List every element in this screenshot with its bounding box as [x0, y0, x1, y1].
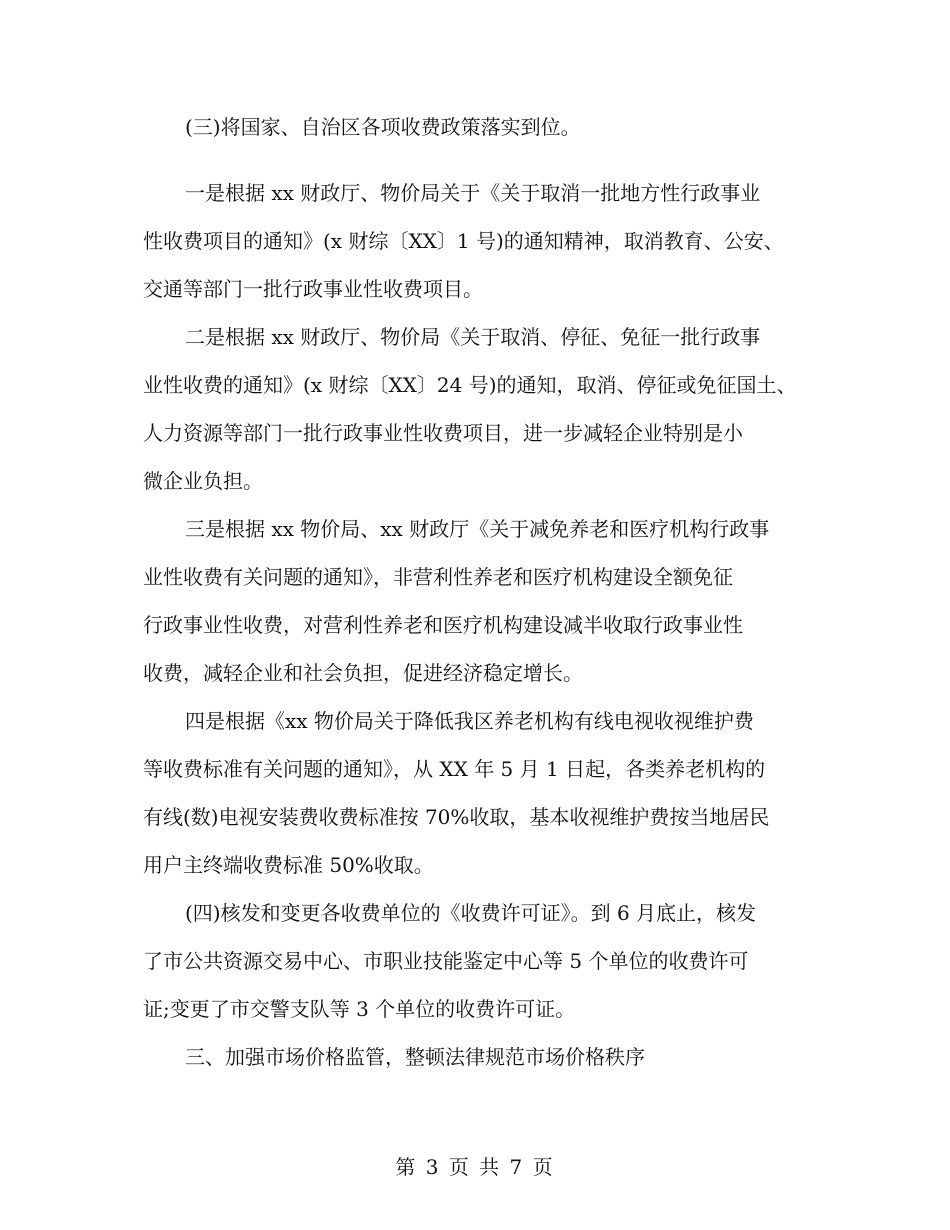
paragraph-line: 收费，减轻企业和社会负担，促进经济稳定增长。	[143, 661, 583, 685]
paragraph-line: 人力资源等部门一批行政事业性收费项目，进一步减轻企业特别是小	[143, 421, 743, 445]
paragraph-line: 三是根据 xx 物价局、xx 财政厅《关于减免养老和医疗机构行政事	[185, 517, 770, 541]
paragraph-line: 行政事业性收费，对营利性养老和医疗机构建设减半收取行政事业性	[143, 613, 743, 637]
paragraph-line: (三)将国家、自治区各项收费政策落实到位。	[185, 115, 581, 139]
page-number: 第 3 页 共 7 页	[395, 1155, 555, 1179]
paragraph-line: 了市公共资源交易中心、市职业技能鉴定中心等 5 个单位的收费许可	[143, 949, 749, 973]
paragraph-line: 性收费项目的通知》(x 财综〔XX〕1 号)的通知精神，取消教育、公安、	[143, 229, 784, 253]
section-heading	[0, 1047, 950, 1095]
paragraph-line: 一是根据 xx 财政厅、物价局关于《关于取消一批地方性行政事业	[185, 181, 761, 205]
paragraph-line: 四是根据《xx 物价局关于降低我区养老机构有线电视收视维护费	[185, 709, 754, 733]
paragraph-line: 交通等部门一批行政事业性收费项目。	[143, 277, 483, 301]
paragraph-3	[0, 327, 950, 519]
paragraph-2	[0, 183, 950, 327]
paragraph-line: 业性收费的通知》(x 财综〔XX〕24 号)的通知，取消、停征或免征国土、	[143, 373, 797, 397]
paragraph-4	[0, 519, 950, 711]
paragraph-line: 业性收费有关问题的通知》，非营利性养老和医疗机构建设全额免征	[143, 565, 733, 589]
paragraph-line: 有线(数)电视安装费收费标准按 70%收取，基本收视维护费按当地居民	[143, 805, 770, 829]
paragraph-line: 二是根据 xx 财政厅、物价局《关于取消、停征、免征一批行政事	[185, 325, 761, 349]
paragraph-line: 等收费标准有关问题的通知》，从 XX 年 5 月 1 日起，各类养老机构的	[143, 757, 766, 781]
paragraph-line: 证;变更了市交警支队等 3 个单位的收费许可证。	[143, 997, 576, 1021]
section-heading-text: 三、加强市场价格监管，整顿法律规范市场价格秩序	[185, 1045, 645, 1069]
paragraph-line: 微企业负担。	[143, 469, 263, 493]
paragraph-6	[0, 903, 950, 1047]
paragraph-5	[0, 711, 950, 903]
paragraph-1	[0, 117, 950, 165]
paragraph-line: (四)核发和变更各收费单位的《收费许可证》。到 6 月底止，核发	[185, 901, 757, 925]
paragraph-line: 用户主终端收费标准 50%收取。	[143, 853, 434, 877]
